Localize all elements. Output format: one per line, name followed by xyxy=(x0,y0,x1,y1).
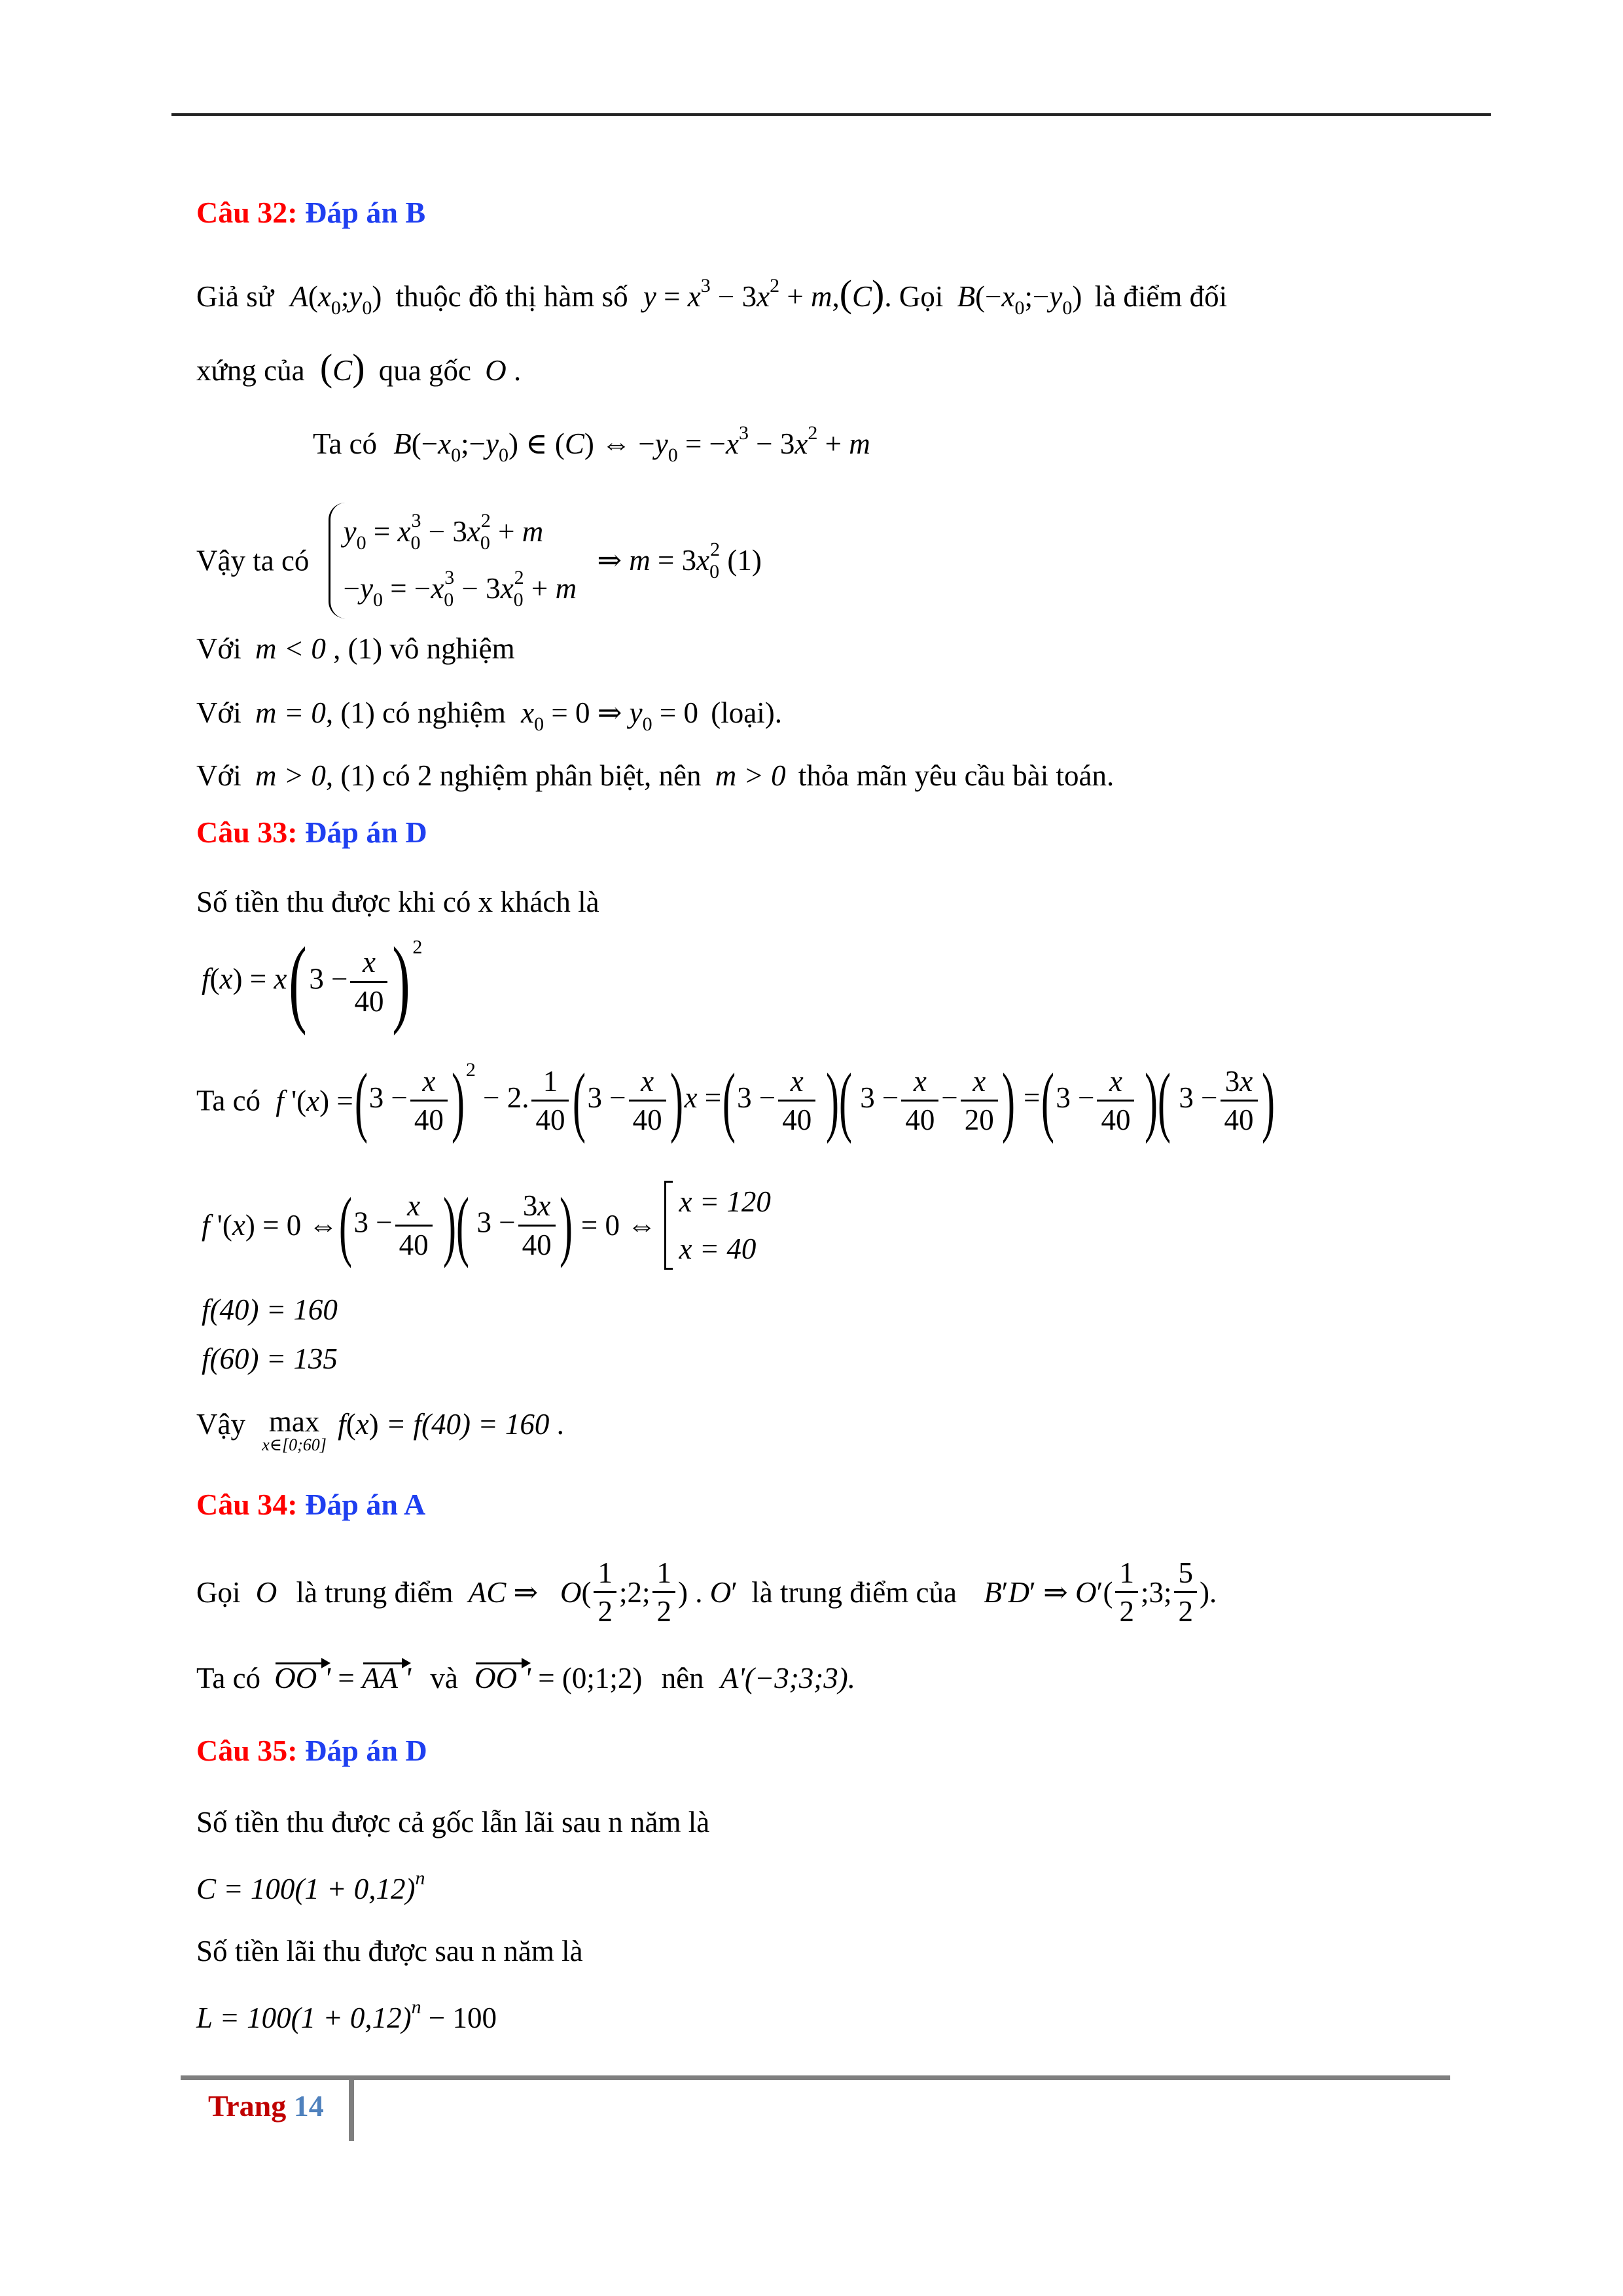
question-32-intro: Giả sử $A(x_0;y_0)$ thuộc đồ thị hàm số $y = x^3 - 3x^2 + m,(C)$. Gọi $B(-x_0;-y_0)$ là điểm đối xyxy=(196,272,1228,319)
question-35-heading: Câu 35: Đáp án D xyxy=(196,1734,427,1767)
question-32-answer: Đáp án B xyxy=(305,196,426,229)
footer-rule xyxy=(181,2075,1450,2080)
question-33-conclusion: Vậy max x∈[0;60] f(x) = f(40) = 160 . xyxy=(196,1405,564,1454)
question-32-heading: Câu 32: Đáp án B xyxy=(196,196,426,229)
question-32-intro-line2: xứng của (C) qua gốc O . xyxy=(196,346,522,389)
question-35-line-2: Số tiền lãi thu được sau n năm là xyxy=(196,1935,583,1967)
question-34-heading: Câu 34: Đáp án A xyxy=(196,1488,426,1521)
question-34-midpoints: Gọi O là trung điểm AC ⇒ O( $\frac{1}{2}$ ;2; $\frac{1}{2}$ ) . O′ là trung điểm của B′D′ ⇒ O′( $\frac{1}{2}$ ;3; $\frac{5}{2}$ ). xyxy=(196,1554,1217,1630)
header-rule xyxy=(171,113,1491,116)
vector-aa: AA ' xyxy=(362,1662,412,1695)
question-33-critical-points: f '(x) = 0 ⇔(3 − $\frac{x}{40}$ )( 3 − $\frac{3x}{40}$ ) = 0 ⇔ x = 120 x = 40 xyxy=(202,1178,771,1272)
root-1: x = 120 xyxy=(679,1185,771,1218)
question-32-case-1: Với m < 0 , (1) vô nghiệm xyxy=(196,632,515,665)
question-33-value-2: f(60) = 135 xyxy=(202,1342,338,1375)
question-35-answer: Đáp án D xyxy=(305,1734,427,1767)
question-32-system: Vậy ta có $y_0 = x_0^3 - 3x_0^2 + m$ $-y_0 = -x_0^3 - 3x_0^2 + m$ ⇒ $m = 3x_0^2$ (1) xyxy=(196,503,762,619)
question-33-derivative: Ta có f '(x) =(3 − $\frac{x}{40}$ )$^2$ − 2. $\frac{1}{40}$ (3 − $\frac{x}{40}$ )x =(3 − $\frac{x}{40}$ )( 3 − $\frac{x}{40}$ − $\frac{x}{20}$ ) =(3 − $\frac{x}{40}$ )( 3 − $\frac{3x}{40}$ ) xyxy=(196,1056,1275,1144)
vector-oo: OO ' xyxy=(274,1662,331,1695)
question-33-value-1: f(40) = 160 xyxy=(202,1293,338,1326)
question-33-function: f(x) = x(3 − $\frac{x}{40}$ ) $^2$ xyxy=(202,927,423,1036)
footer-divider xyxy=(349,2080,354,2141)
question-34-vectors: Ta có OO ' = AA ' và OO ' = (0;1;2) nên A'(−3;3;3). xyxy=(196,1662,855,1695)
page-number: Trang 14 xyxy=(208,2089,324,2123)
question-35-line-1: Số tiền thu được cả gốc lẫn lãi sau n năm là xyxy=(196,1806,710,1839)
question-32-case-2: Với m = 0, (1) có nghiệm $x_0 = 0$ ⇒ $y_0 = 0$ (loại). xyxy=(196,696,782,735)
equation-system: $y_0 = x_0^3 - 3x_0^2 + m$ $-y_0 = -x_0^3 - 3x_0^2 + m$ xyxy=(329,503,577,619)
question-33-intro: Số tiền thu được khi có x khách là xyxy=(196,886,599,918)
question-33-heading: Câu 33: Đáp án D xyxy=(196,816,427,849)
question-34-answer: Đáp án A xyxy=(305,1488,426,1521)
question-32-taco-line: Ta có $B(-x_0;-y_0)$ ∈ (C) ⇔ $-y_0 = -x^3 - 3x^2 + m$ xyxy=(313,422,870,466)
question-35-formula-2: $L = 100(1 + 0,12)^n - 100$ xyxy=(196,1996,497,2034)
question-33-answer: Đáp án D xyxy=(305,816,427,849)
max-operator: max x∈[0;60] xyxy=(262,1405,327,1454)
question-35-formula-1: $C = 100(1 + 0,12)^n$ xyxy=(196,1867,425,1905)
question-32-case-3: Với m > 0, (1) có 2 nghiệm phân biệt, nên m > 0 thỏa mãn yêu cầu bài toán. xyxy=(196,759,1115,792)
root-2: x = 40 xyxy=(679,1232,757,1265)
